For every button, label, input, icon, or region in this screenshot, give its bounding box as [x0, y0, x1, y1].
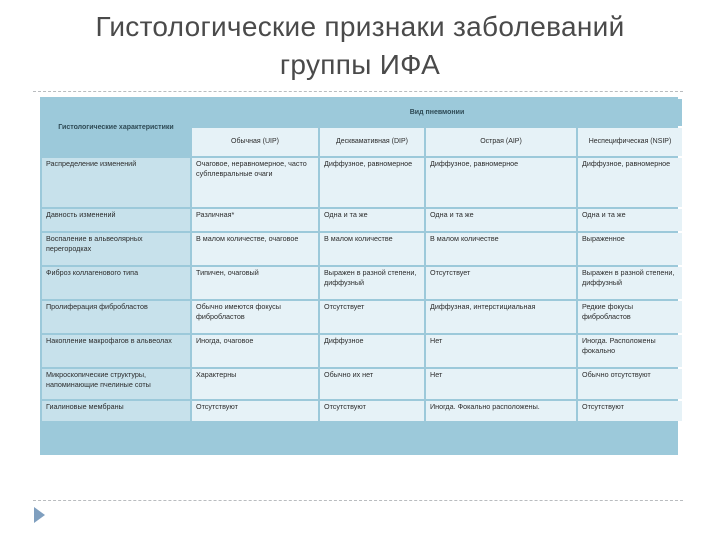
- table-cell: Диффузное, равномерное: [320, 158, 424, 207]
- top-divider: [33, 91, 683, 92]
- table-cell: Отсутствуют: [320, 401, 424, 421]
- slide-title-line-1: Гистологические признаки заболеваний: [95, 11, 625, 42]
- table-cell: Выражен в разной степени, диффузный: [578, 267, 682, 299]
- table-cell: Обычно отсутствуют: [578, 369, 682, 399]
- table-row: [42, 158, 682, 207]
- table-cell: Диффузное: [320, 335, 424, 367]
- table-cell: Иногда. Фокально расположены.: [426, 401, 576, 421]
- row-header: Накопление макрофагов в альвеолах: [42, 335, 190, 367]
- table-row: [42, 401, 682, 421]
- table-cell: В малом количестве, очаговое: [192, 233, 318, 265]
- column-header-uip: Обычная (UIP): [192, 128, 318, 156]
- table-row: [42, 233, 682, 265]
- triangle-bullet-icon: [34, 507, 45, 523]
- bottom-divider: [33, 500, 683, 501]
- table-cell: Нет: [426, 369, 576, 399]
- table-cell: В малом количестве: [426, 233, 576, 265]
- table-cell: Отсутствуют: [578, 401, 682, 421]
- table-cell: Диффузное, равномерное: [426, 158, 576, 207]
- header-row-group: [42, 99, 682, 126]
- table-cell: Иногда. Расположены фокально: [578, 335, 682, 367]
- table-cell: Отсутствует: [320, 301, 424, 333]
- row-header: Распределение изменений: [42, 158, 190, 207]
- row-header: Воспаление в альвеолярных перегородках: [42, 233, 190, 265]
- table-cell: Отсутствуют: [192, 401, 318, 421]
- table-cell: Диффузное, равномерное: [578, 158, 682, 207]
- group-header: Вид пневмонии: [192, 99, 682, 126]
- row-header: Пролиферация фибробластов: [42, 301, 190, 333]
- slide-title: [0, 8, 720, 84]
- table-cell: Выраженное: [578, 233, 682, 265]
- table-row: [42, 209, 682, 231]
- row-header: Давность изменений: [42, 209, 190, 231]
- histology-table-container: [40, 97, 678, 455]
- table-cell: Иногда, очаговое: [192, 335, 318, 367]
- table-cell: Типичен, очаговый: [192, 267, 318, 299]
- slide-title-line-2: группы ИФА: [279, 49, 441, 80]
- row-header: Фиброз коллагенового типа: [42, 267, 190, 299]
- column-header-nsip: Неспецифическая (NSIP): [578, 128, 682, 156]
- table-row: [42, 301, 682, 333]
- table-cell: В малом количестве: [320, 233, 424, 265]
- column-header-aip: Острая (AIP): [426, 128, 576, 156]
- table-cell: Одна и та же: [426, 209, 576, 231]
- row-header: Гиалиновые мембраны: [42, 401, 190, 421]
- row-header: Микроскопические структуры, напоминающие пчелиные соты: [42, 369, 190, 399]
- column-header-dip: Десквамативная (DIP): [320, 128, 424, 156]
- table-row: [42, 369, 682, 399]
- table-cell: Очаговое, неравномерное, часто субплевральные очаги: [192, 158, 318, 207]
- table-cell: Обычно имеются фокусы фибробластов: [192, 301, 318, 333]
- corner-header: Гистологические характеристики: [42, 99, 190, 156]
- histology-table: [40, 97, 684, 423]
- table-cell: Обычно их нет: [320, 369, 424, 399]
- table-cell: Одна и та же: [578, 209, 682, 231]
- table-cell: Диффузная, интерстициальная: [426, 301, 576, 333]
- table-cell: Выражен в разной степени, диффузный: [320, 267, 424, 299]
- table-cell: Одна и та же: [320, 209, 424, 231]
- table-cell: Характерны: [192, 369, 318, 399]
- table-row: [42, 267, 682, 299]
- table-row: [42, 335, 682, 367]
- table-cell: Нет: [426, 335, 576, 367]
- table-cell: Редкие фокусы фибробластов: [578, 301, 682, 333]
- table-cell: Отсутствует: [426, 267, 576, 299]
- table-cell: Различная*: [192, 209, 318, 231]
